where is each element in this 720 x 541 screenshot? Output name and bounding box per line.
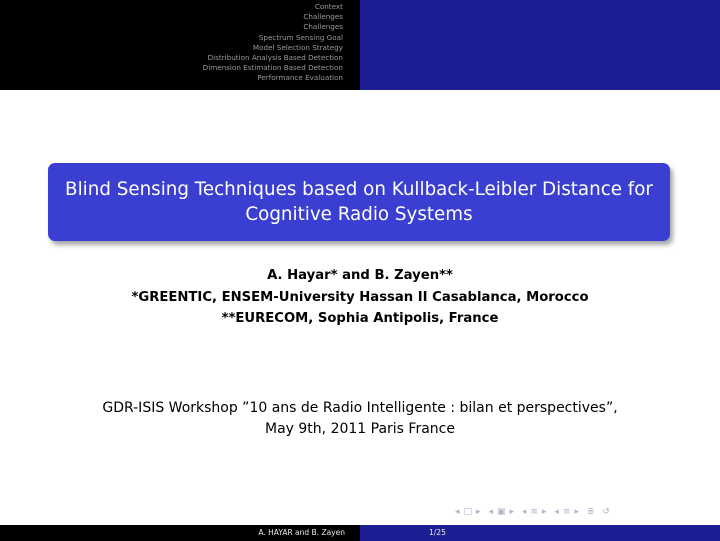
footer-right-panel (360, 525, 720, 541)
author-names: A. Hayar* and B. Zayen** (267, 268, 453, 283)
footer-page-number: 1/25 (429, 528, 446, 537)
nav-prev-doc-icon[interactable]: ◂ (554, 507, 560, 517)
beamer-navigation-symbols (455, 507, 614, 517)
presentation-title-box (48, 163, 670, 241)
event-block (0, 398, 720, 440)
nav-item-context[interactable]: Context (314, 2, 343, 11)
nav-search-icon[interactable]: ↺ (602, 507, 611, 517)
header-left-panel (0, 0, 360, 90)
nav-prev-section-icon[interactable]: ◂ (521, 507, 528, 517)
event-line-1: GDR-ISIS Workshop ”10 ans de Radio Intelligente : bilan et perspectives”, (102, 400, 618, 416)
nav-item-challenges-2[interactable]: Challenges (303, 22, 343, 32)
nav-prev-frame-icon[interactable]: ◂ (455, 507, 461, 517)
nav-item-performance-evaluation[interactable]: Performance Evaluation (257, 73, 343, 83)
event-line-2: May 9th, 2011 Paris France (265, 421, 455, 437)
nav-item-distribution-analysis[interactable]: Distribution Analysis Based Detection (207, 53, 343, 63)
nav-frame-icon[interactable]: □ (463, 507, 474, 517)
affiliation-1: *GREENTIC, ENSEM-University Hassan II Casablanca, Morocco (131, 289, 589, 305)
authors-block (0, 265, 720, 330)
nav-item-spectrum-sensing-goal[interactable]: Spectrum Sensing Goal (258, 32, 343, 42)
affiliation-2: **EURECOM, Sophia Antipolis, France (221, 311, 499, 326)
nav-subsection-icon[interactable]: ▣ (496, 507, 507, 517)
nav-next-section-icon[interactable]: ▸ (541, 507, 548, 517)
nav-item-model-selection-strategy[interactable]: Model Selection Strategy (252, 42, 343, 52)
nav-next-subsection-icon[interactable]: ▸ (509, 507, 516, 517)
nav-prev-subsection-icon[interactable]: ◂ (488, 507, 494, 517)
presentation-title (65, 177, 653, 227)
nav-doc-icon[interactable]: ≡ (562, 507, 572, 517)
footer-author: A. HAYAR and B. Zayen (258, 528, 345, 537)
nav-section-icon[interactable]: ≡ (530, 507, 539, 517)
section-nav-list (203, 2, 343, 84)
nav-appendix-icon[interactable]: ≣ (586, 507, 596, 517)
nav-next-doc-icon[interactable]: ▸ (574, 507, 580, 517)
nav-item-dimension-estimation[interactable]: Dimension Estimation Based Detection (202, 63, 343, 73)
nav-next-frame-icon[interactable]: ▸ (476, 507, 482, 517)
nav-item-challenges[interactable]: Challenges (303, 12, 343, 22)
title-line-1: Blind Sensing Techniques based on Kullback-Leibler Distance for (65, 179, 653, 200)
header-right-panel (360, 0, 720, 90)
footer-left-panel (0, 525, 360, 541)
title-line-2: Cognitive Radio Systems (245, 204, 473, 225)
